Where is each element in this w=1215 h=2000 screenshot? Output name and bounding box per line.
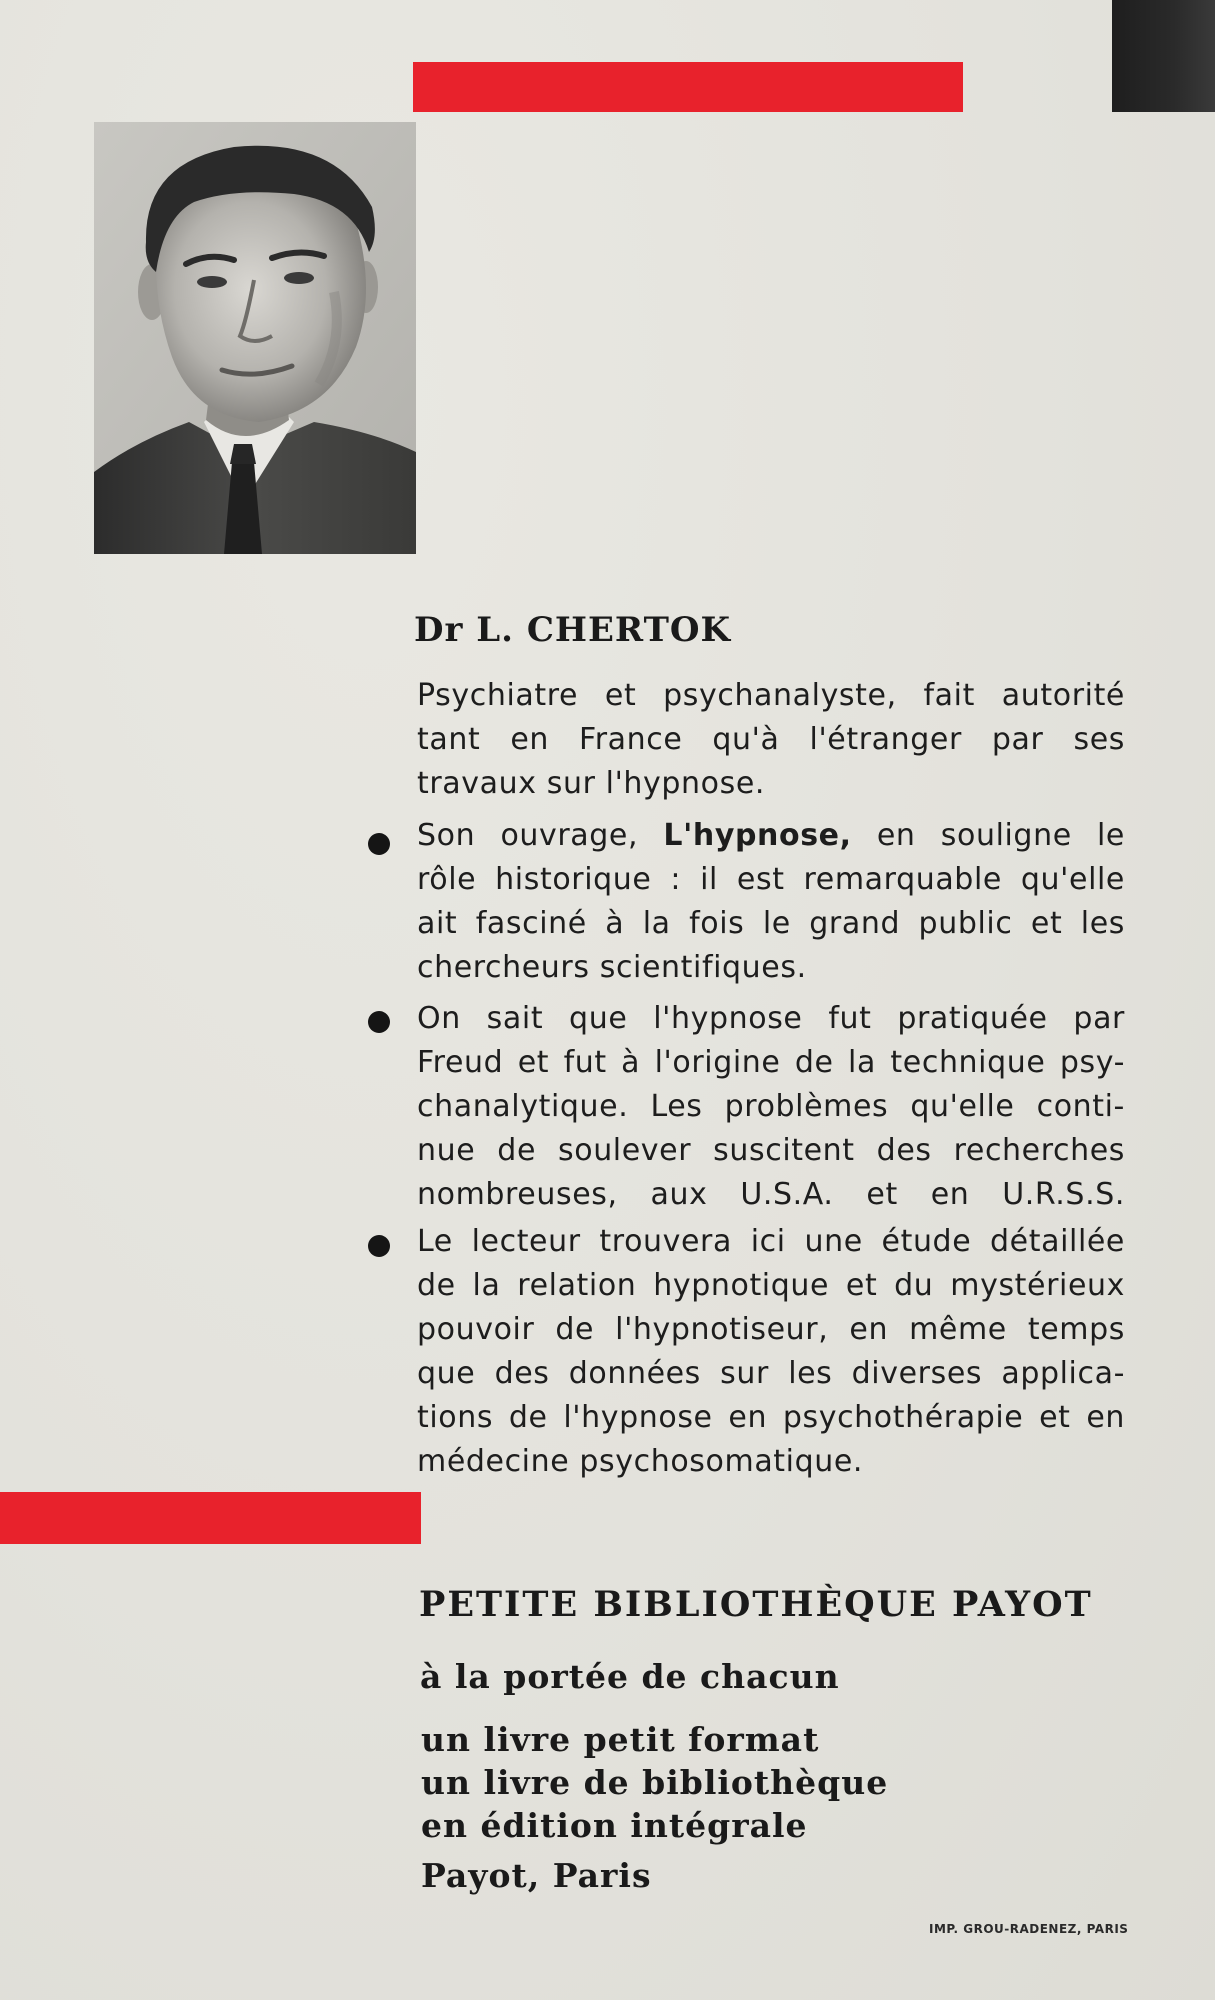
series-title: PETITE BIBLIOTHÈQUE PAYOT [419, 1584, 1093, 1625]
bullet-dot [368, 1011, 390, 1033]
feature-line: un livre de bibliothèque [421, 1763, 889, 1802]
text-line: travaux sur l'hypnose. [417, 766, 766, 801]
text-line: chercheurs scientifiques. [417, 950, 807, 985]
red-accent-bar-middle [0, 1492, 421, 1544]
book-title: L'hypnose, [663, 818, 852, 853]
series-features [421, 1718, 888, 1847]
bullet-dot [368, 1235, 390, 1257]
feature-line: un livre petit format [421, 1720, 820, 1759]
text-line: Psychiatre et psychanalyste, fait autorité [417, 678, 1125, 713]
bullet-paragraph-freud [417, 997, 1125, 1217]
author-portrait [94, 122, 416, 554]
text-line: On sait que l'hypnose fut pratiquée par [417, 1001, 1125, 1036]
text-line: Son ouvrage, L'hypnose, en souligne le [417, 818, 1125, 853]
series-tagline: à la portée de chacun [420, 1657, 840, 1696]
red-accent-bar-top [413, 62, 963, 112]
bullet-paragraph-book [417, 814, 1125, 990]
text-line: ait fasciné à la fois le grand public et les [417, 906, 1125, 941]
bio-paragraph [417, 674, 1125, 806]
author-name: Dr L. CHERTOK [414, 610, 732, 650]
text-line: nue de soulever suscitent des recherches [417, 1133, 1125, 1168]
bullet-paragraph-reader [417, 1220, 1125, 1484]
text-line: Le lecteur trouvera ici une étude détaillée [417, 1224, 1125, 1259]
bullet-dot [368, 833, 390, 855]
text-line: de la relation hypnotique et du mystérieux [417, 1268, 1125, 1303]
text-line: tions de l'hypnose en psychothérapie et en [417, 1400, 1125, 1435]
text-line: pouvoir de l'hypnotiseur, en même temps [417, 1312, 1125, 1347]
feature-line: en édition intégrale [421, 1806, 808, 1845]
publisher: Payot, Paris [421, 1856, 652, 1895]
text-line: que des données sur les diverses applica- [417, 1356, 1125, 1391]
text-line: nombreuses, aux U.S.A. et en U.R.S.S. [417, 1177, 1125, 1212]
text-line: chanalytique. Les problèmes qu'elle conti- [417, 1089, 1125, 1124]
text-line: Freud et fut à l'origine de la technique psy- [417, 1045, 1125, 1080]
text-line: rôle historique : il est remarquable qu'elle [417, 862, 1125, 897]
text-line: tant en France qu'à l'étranger par ses [417, 722, 1125, 757]
cover-edge-dark-tab [1112, 0, 1215, 112]
text-line: médecine psychosomatique. [417, 1444, 864, 1479]
printer-imprint: IMP. GROU-RADENEZ, PARIS [929, 1922, 1129, 1936]
